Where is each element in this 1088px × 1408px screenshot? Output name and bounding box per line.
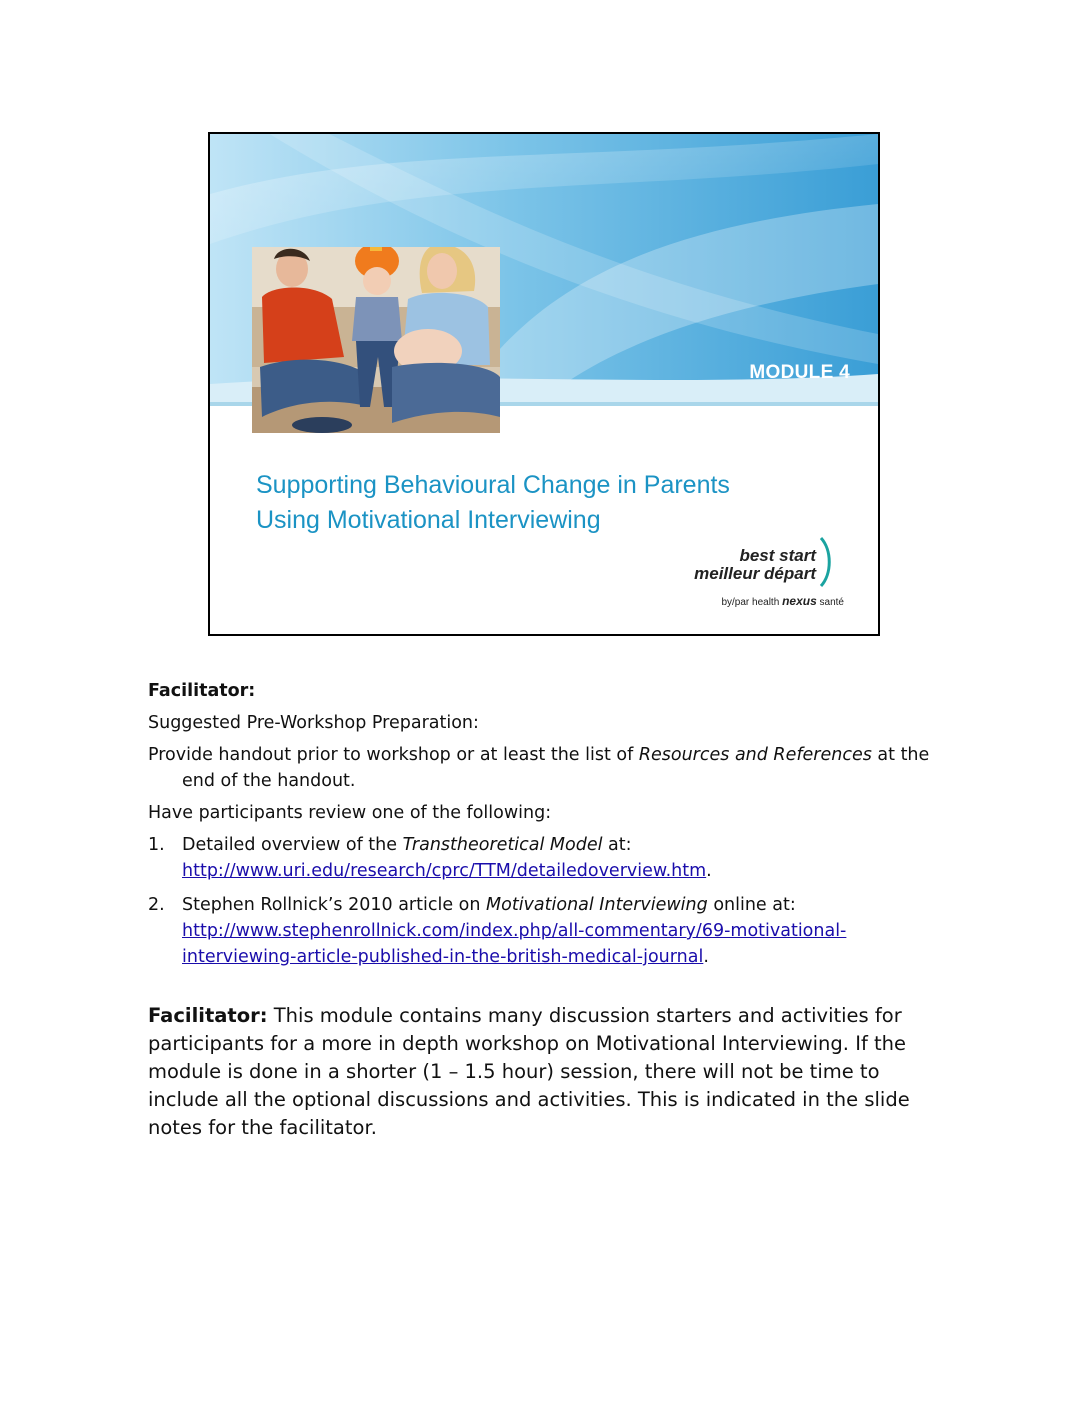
rollnick-link-line2[interactable]: interviewing-article-published-in-the-british-medical-journal bbox=[182, 947, 704, 967]
list-item: 1. Detailed overview of the Transtheoretical Model at: http://www.uri.edu/research/cprc/TTM/detailedoverview.htm. bbox=[148, 832, 938, 884]
slide-title-line2: Using Motivational Interviewing bbox=[256, 506, 601, 534]
list-number: 2. bbox=[148, 895, 165, 915]
speaker-notes bbox=[148, 678, 938, 1142]
list-number: 1. bbox=[148, 835, 165, 855]
module-label: MODULE 4 bbox=[749, 362, 850, 383]
list-item: 2. Stephen Rollnick’s 2010 article on Motivational Interviewing online at: http://www.stephenrollnick.com/index.php/all-commentary/69-motivational- interviewing-article-published-in-the-british-medical-journal. bbox=[148, 892, 938, 970]
logo-byline bbox=[721, 594, 844, 608]
logo-parenthesis-icon bbox=[818, 536, 832, 588]
best-start-logo bbox=[696, 536, 856, 626]
logo-line-meilleur-depart: meilleur départ bbox=[694, 564, 816, 583]
ttm-link[interactable]: http://www.uri.edu/research/cprc/TTM/detailedoverview.htm bbox=[182, 861, 707, 881]
byline-prefix: by/par health bbox=[721, 597, 780, 608]
byline-brand: nexus bbox=[782, 594, 817, 608]
notes-heading: Facilitator: bbox=[148, 681, 256, 701]
slide-title bbox=[256, 468, 730, 538]
prep-line: Suggested Pre-Workshop Preparation: bbox=[148, 713, 479, 733]
slide-title-line1: Supporting Behavioural Change in Parents bbox=[256, 471, 730, 499]
rollnick-link-line1[interactable]: http://www.stephenrollnick.com/index.php/all-commentary/69-motivational- bbox=[182, 921, 847, 941]
review-line: Have participants review one of the following: bbox=[148, 803, 552, 823]
family-photo bbox=[252, 247, 500, 433]
facilitator-note: Facilitator: This module contains many discussion starters and activities for participants for a more in depth workshop on Motivational Interviewing. If the module is done in a shorter (1 – 1.5 hour) session, there will not be time to include all the optional discussions and activities. This is indicated in the slide notes for the facilitator. bbox=[148, 1004, 910, 1139]
slide-thumbnail bbox=[208, 132, 880, 636]
byline-suffix: santé bbox=[819, 597, 844, 608]
handout-line: Provide handout prior to workshop or at least the list of Resources and References at the end of the handout. bbox=[148, 745, 930, 791]
logo-line-best-start: best start bbox=[739, 546, 816, 565]
